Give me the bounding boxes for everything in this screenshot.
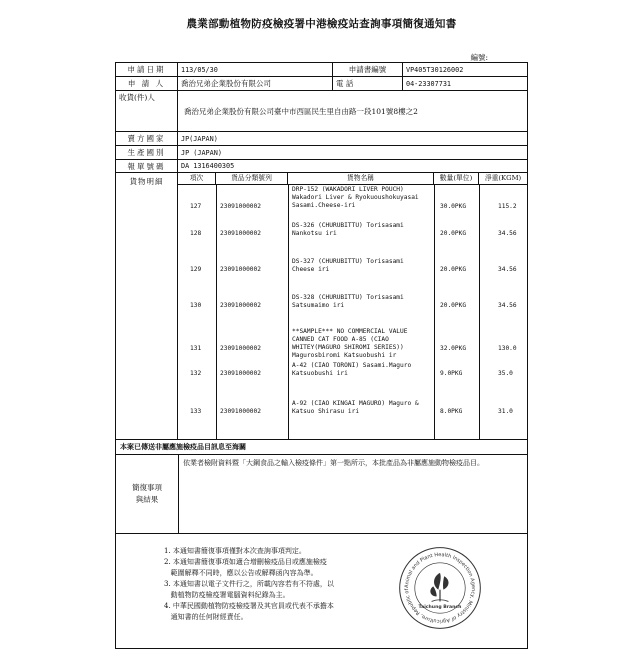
goods-no: 130 [190, 302, 202, 309]
goods-header-weight: 淨重(KGM) [484, 174, 522, 182]
goods-header-code: 貨品分類號列 [216, 173, 288, 184]
goods-weight: 34.56 [498, 302, 517, 309]
recipient-value: 喬治兄弟企業股份有限公司臺中市西區民生里自由路一段101號8樓之2 [184, 106, 418, 116]
phone-value: 04-23307731 [406, 79, 452, 88]
origin-label: 生產國別 [116, 146, 178, 159]
inspection-result: 依業者檢附資料暨「大鋼食品之輸入檢疫條件」第一點所示，本批產品為非屬應施動物檢疫品目。 [183, 459, 484, 467]
apply-date-label: 申請日期 [116, 63, 178, 76]
leaf-emblem-icon [430, 573, 448, 602]
goods-code: 23091000002 [220, 370, 261, 377]
note-item: 2. 本通知書簡復事項如適合增刪檢疫品目或應施檢疫 [164, 558, 327, 566]
apply-date-value: 113/05/30 [178, 63, 333, 76]
goods-section [116, 173, 527, 440]
goods-name: DS-327 (CHURUBITTU) Torisasami Cheese iri [292, 258, 404, 273]
notification-document [115, 8, 528, 633]
inspection-label [116, 455, 179, 533]
note-item: 通知書的任何財經責任。 [164, 613, 248, 621]
goods-name: A-42 (CIAO TORONI) Sasami.Maguro Katsuobushi iri [292, 362, 412, 377]
agency-seal [398, 546, 482, 630]
applicant-row [116, 77, 527, 91]
recipient-label: 收貨(件)人 [116, 91, 178, 131]
note-item: 動植物防疫檢疫署電腦資料紀錄為主。 [164, 591, 290, 599]
goods-code: 23091000002 [220, 408, 261, 415]
goods-code: 23091000002 [220, 266, 261, 273]
form-sheet [115, 62, 528, 649]
note-item: 3. 本通知書以電子文件行之，所載內容若有不符處，以 [164, 580, 334, 588]
goods-name: A-92 (CIAO KINGAI MAGURO) Maguro & Katsuo Shirasu iri [292, 400, 419, 415]
goods-code: 23091000002 [220, 203, 261, 210]
goods-qty: 20.0PKG [440, 266, 467, 273]
goods-table [178, 173, 527, 439]
serial-label: 編號: [470, 53, 488, 62]
goods-qty: 32.0PKG [440, 345, 467, 352]
notes-section [116, 534, 527, 648]
applicant-label: 申 請 人 [116, 77, 178, 90]
goods-name: DRP-152 (WAKADORI LIVER POUCH) Wakadori Liver & Ryokuoushokuyasai Sasami.Cheese-iri [292, 186, 419, 209]
goods-code: 23091000002 [220, 345, 261, 352]
goods-header-name: 貨物名稱 [288, 173, 434, 184]
goods-no: 131 [190, 345, 202, 352]
goods-weight: 34.56 [498, 266, 517, 273]
goods-weight: 31.0 [498, 408, 513, 415]
svg-text:Animal and Plant Health Inspec: Animal and Plant Health Inspection Agency, Ministry of Agriculture, Republic of [404, 552, 476, 624]
goods-no: 132 [190, 370, 202, 377]
note-item: 4. 中華民國動植物防疫檢疫署及其官員或代表不承擔本 [164, 602, 334, 610]
customs-label: 報單號碼 [116, 160, 178, 172]
goods-name: DS-328 (CHURUBITTU) Torisasami Satsumaimo iri [292, 294, 404, 309]
goods-body [178, 185, 527, 439]
seller-row [116, 132, 527, 146]
apply-date-row [116, 63, 527, 77]
seller-value: JP(JAPAN) [181, 134, 218, 143]
document-title: 農業部動植物防疫檢疫署中港檢疫站查詢事項簡復通知書 [186, 18, 457, 30]
goods-weight: 115.2 [498, 203, 517, 210]
note-item: 範圍解釋不同時，應以公告或解釋函內容為準。 [164, 569, 318, 577]
form-no-value: VP405T30126002 [406, 65, 464, 74]
goods-no: 129 [190, 266, 202, 273]
goods-qty: 30.0PKG [440, 203, 467, 210]
phone-label: 電 話 [333, 77, 403, 90]
note-item: 1. 本通知書簡復事項僅對本次查詢事項判定。 [164, 547, 306, 555]
svg-text:Taichung Branch: Taichung Branch [418, 605, 462, 611]
goods-name: DS-326 (CHURUBITTU) Torisasami Nankotsu iri [292, 222, 404, 237]
origin-row [116, 146, 527, 160]
inspection-label-line2: 與結果 [135, 495, 159, 504]
applicant-value: 喬治兄弟企業股份有限公司 [178, 77, 333, 90]
form-no-label: 申請書編號 [333, 63, 403, 76]
goods-header [178, 173, 527, 185]
origin-value: JP (JAPAN) [181, 148, 222, 157]
goods-header-qty: 數量(單位) [434, 173, 479, 184]
goods-label: 貨物明細 [116, 173, 178, 439]
customs-row [116, 160, 527, 173]
goods-weight: 35.0 [498, 370, 513, 377]
goods-code: 23091000002 [220, 230, 261, 237]
inspection-label-line1: 簡復事項 [132, 483, 162, 492]
goods-name: **SAMPLE*** NO COMMERCIAL VALUE CANNED CAT FOOD A-85 (CIAO WHITEY(MAGURO SHIROMI SERIES)) Magurosbiromi Katsuobushi ir [292, 328, 408, 359]
customs-value: DA 1316400305 [181, 162, 235, 170]
goods-weight: 130.0 [498, 345, 517, 352]
goods-qty: 20.0PKG [440, 302, 467, 309]
goods-code: 23091000002 [220, 302, 261, 309]
goods-qty: 9.0PKG [440, 370, 463, 377]
goods-qty: 8.0PKG [440, 408, 463, 415]
recipient-row [116, 91, 527, 132]
goods-qty: 20.0PKG [440, 230, 467, 237]
goods-weight: 34.56 [498, 230, 517, 237]
goods-no: 127 [190, 203, 202, 210]
goods-no: 133 [190, 408, 202, 415]
inspection-note: 本案已傳送非屬應施檢疫品目訊息至海關 [116, 440, 527, 455]
notes-list [164, 546, 374, 623]
goods-header-no: 項次 [178, 173, 216, 184]
inspection-row [116, 455, 527, 534]
goods-no: 128 [190, 230, 202, 237]
seller-label: 賣方國家 [116, 132, 178, 145]
